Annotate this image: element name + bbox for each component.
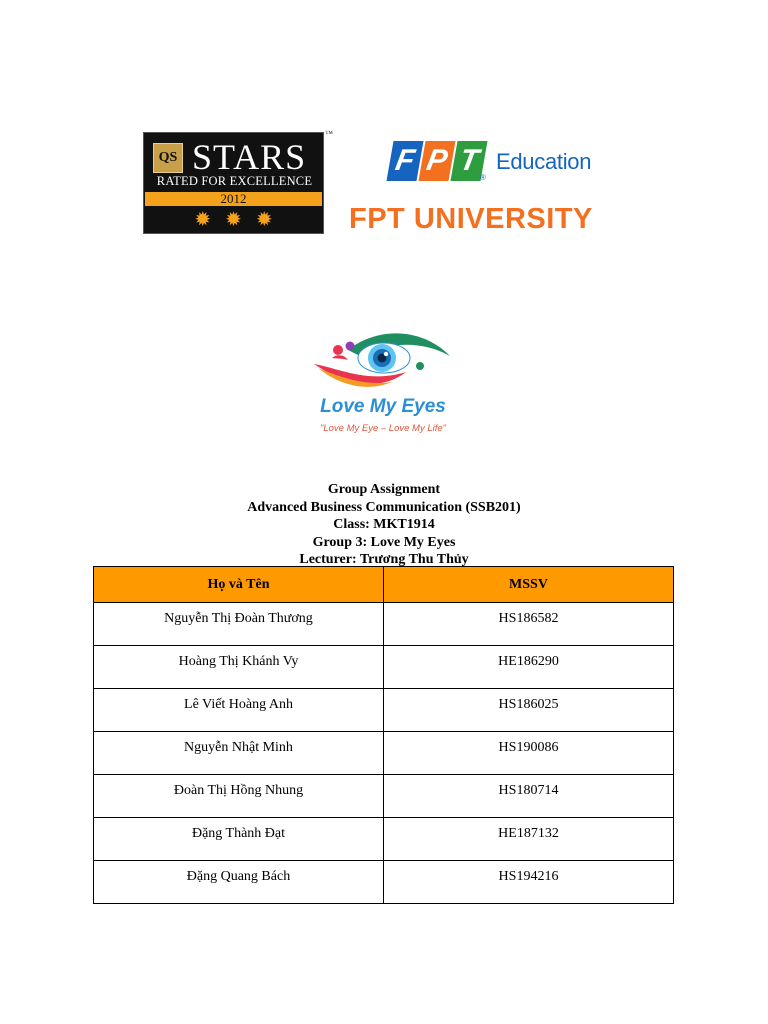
members-table <box>93 566 674 904</box>
table-row <box>94 818 674 861</box>
column-header-name: Họ và Tên <box>94 567 384 603</box>
member-name: Đặng Thành Đạt <box>94 818 384 861</box>
qs-stars-logo <box>143 129 333 234</box>
member-student-id: HE187132 <box>384 818 674 861</box>
qs-stars-title: STARS <box>192 137 307 177</box>
star-icon: ✹ <box>194 208 212 231</box>
star-icon: ✹ <box>255 208 273 231</box>
trademark-symbol: ™ <box>325 129 333 138</box>
love-my-eyes-title: Love My Eyes <box>320 396 446 417</box>
fpt-tile-f: F <box>386 141 423 181</box>
love-my-eyes-logo <box>308 328 458 443</box>
member-name: Đặng Quang Bách <box>94 861 384 904</box>
member-name: Nguyễn Thị Đoàn Thương <box>94 603 384 646</box>
member-student-id: HS190086 <box>384 732 674 775</box>
eye-icon <box>308 328 458 398</box>
fpt-tile-t: T <box>450 141 487 181</box>
table-row <box>94 646 674 689</box>
class-code: Class: MKT1914 <box>333 517 435 532</box>
qs-stars-tagline: RATED FOR EXCELLENCE <box>156 174 313 188</box>
table-row <box>94 732 674 775</box>
fpt-education-text: Education <box>496 149 592 174</box>
member-name: Hoàng Thị Khánh Vy <box>94 646 384 689</box>
qs-stars-year: 2012 <box>145 192 322 206</box>
table-row <box>94 861 674 904</box>
table-row <box>94 689 674 732</box>
group-name: Group 3: Love My Eyes <box>312 534 456 550</box>
table-row <box>94 775 674 818</box>
assignment-heading <box>0 481 768 569</box>
member-student-id: HS186025 <box>384 689 674 732</box>
fpt-university-text: FPT UNIVERSITY <box>349 203 593 235</box>
fpt-tiles <box>390 141 484 181</box>
qs-mark: QS <box>153 143 183 173</box>
lecturer-name: Lecturer: Trương Thu Thủy <box>299 552 469 567</box>
table-header-row <box>94 567 674 603</box>
member-name: Lê Viết Hoàng Anh <box>94 689 384 732</box>
love-my-eyes-slogan: "Love My Eye – Love My Life" <box>319 423 447 434</box>
fpt-tile-p: P <box>418 141 455 181</box>
member-student-id: HE186290 <box>384 646 674 689</box>
registered-mark: ® <box>480 173 486 182</box>
member-student-id: HS194216 <box>384 861 674 904</box>
course-title: Advanced Business Communication (SSB201) <box>247 499 521 515</box>
star-icon: ✹ <box>225 208 242 231</box>
fpt-education-logo <box>349 141 630 241</box>
member-student-id: HS186582 <box>384 603 674 646</box>
column-header-student-id: MSSV <box>384 567 674 603</box>
member-name: Đoàn Thị Hồng Nhung <box>94 775 384 818</box>
member-student-id: HS180714 <box>384 775 674 818</box>
table-row <box>94 603 674 646</box>
qs-star-row <box>145 206 322 233</box>
member-name: Nguyễn Nhật Minh <box>94 732 384 775</box>
assignment-type: Group Assignment <box>327 482 441 497</box>
